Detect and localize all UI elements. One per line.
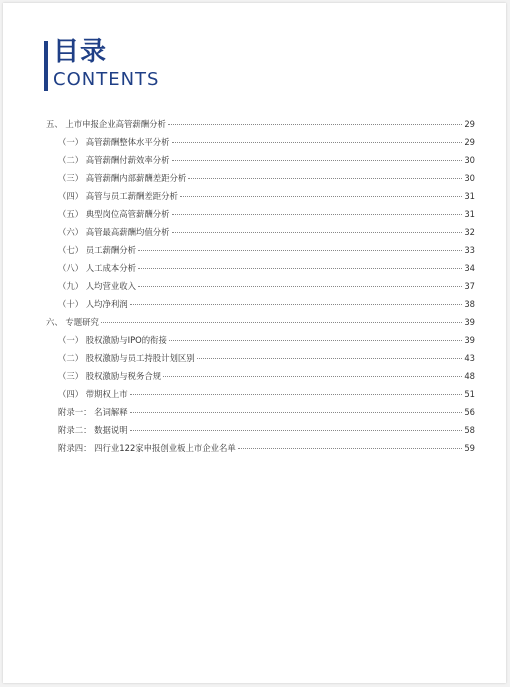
document-page [3,3,506,683]
toc-leader-dots [172,214,463,215]
toc-page-number: 32 [464,227,475,237]
toc-page-number: 43 [464,353,475,363]
toc-page-number: 38 [464,299,475,309]
toc-entry[interactable] [58,172,475,190]
toc-entry[interactable] [58,136,475,154]
toc-page-number: 29 [464,137,475,147]
toc-page-number: 37 [464,281,475,291]
toc-leader-dots [138,268,462,269]
toc-page-number: 58 [464,425,475,435]
toc-entry-label: 五、 上市申报企业高管薪酬分析 [46,119,166,129]
toc-entry[interactable] [46,118,475,136]
toc-page-number: 33 [464,245,475,255]
toc-entry-label: 六、 专题研究 [46,317,99,327]
toc-page-number: 39 [464,335,475,345]
toc-entry[interactable] [58,208,475,226]
toc-leader-dots [130,412,463,413]
toc-page-number: 56 [464,407,475,417]
toc-page-number: 51 [464,389,475,399]
toc-entry-label: （十） 人均净利润 [58,299,128,309]
toc-page-number: 30 [464,173,475,183]
toc-entry-label: （五） 典型岗位高管薪酬分析 [58,209,170,219]
toc-entry[interactable] [58,262,475,280]
toc-entry[interactable] [58,370,475,388]
toc-entry-label: （四） 带期权上市 [58,389,128,399]
toc-entry[interactable] [58,244,475,262]
toc-page-number: 31 [464,209,475,219]
toc-entry-label: （一） 高管薪酬整体水平分析 [58,137,170,147]
toc-entry[interactable] [58,334,475,352]
toc-leader-dots [163,376,462,377]
toc-leader-dots [168,124,462,125]
toc-page-number: 31 [464,191,475,201]
toc-leader-dots [172,160,463,161]
toc-entry-label: （三） 股权激励与税务合规 [58,371,162,381]
toc-leader-dots [130,394,463,395]
toc-page-number: 29 [464,119,475,129]
toc-entry[interactable] [58,298,475,316]
toc-entry-label: 附录四： 四行业122家申报创业板上市企业名单 [58,443,236,453]
toc-entry[interactable] [58,190,475,208]
toc-entry[interactable] [58,442,475,460]
toc-leader-dots [130,430,463,431]
toc-page-number: 30 [464,155,475,165]
toc-entry-label: （二） 股权激励与员工持股计划区别 [58,353,195,363]
toc-leader-dots [238,448,463,449]
toc-entry-label: （八） 人工成本分析 [58,263,137,273]
toc-leader-dots [197,358,463,359]
toc-entry-label: 附录二： 数据说明 [58,425,128,435]
toc-entry-label: （一） 股权激励与IPO的衔接 [58,335,167,345]
toc-leader-dots [138,286,462,287]
toc-entry[interactable] [58,280,475,298]
toc-leader-dots [138,250,462,251]
toc-leader-dots [169,340,462,341]
toc-entry-label: （六） 高管最高薪酬均值分析 [58,227,170,237]
toc-entry[interactable] [58,154,475,172]
toc-leader-dots [130,304,463,305]
toc-entry-label: （三） 高管薪酬内部薪酬差距分析 [58,173,187,183]
toc-entry-label: （九） 人均营业收入 [58,281,137,291]
toc-page-number: 48 [464,371,475,381]
page-title: 目录 [53,37,108,67]
toc-entry-label: 附录一： 名词解释 [58,407,128,417]
page-subtitle: CONTENTS [53,69,160,90]
toc-entry[interactable] [58,388,475,406]
toc-entry-label: （七） 员工薪酬分析 [58,245,137,255]
toc-leader-dots [101,322,462,323]
toc-entry[interactable] [58,226,475,244]
toc-page-number: 39 [464,317,475,327]
toc-leader-dots [172,232,463,233]
toc-page-number: 34 [464,263,475,273]
toc-entry-label: （二） 高管薪酬付薪效率分析 [58,155,170,165]
toc-entry[interactable] [58,406,475,424]
toc-entry[interactable] [46,316,475,334]
toc-entry[interactable] [58,352,475,370]
title-accent-bar [44,41,48,91]
toc-leader-dots [172,142,463,143]
toc-page-number: 59 [464,443,475,453]
toc-leader-dots [180,196,462,197]
toc-leader-dots [188,178,462,179]
toc-entry-label: （四） 高管与员工薪酬差距分析 [58,191,178,201]
toc-entry[interactable] [58,424,475,442]
